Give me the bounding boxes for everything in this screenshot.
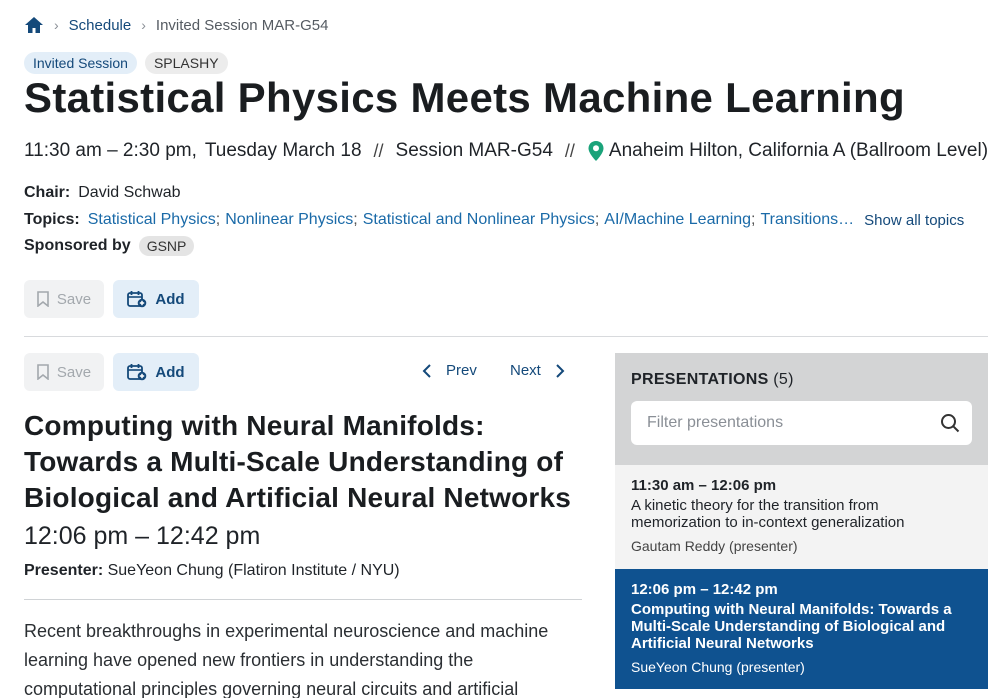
- presenter-name: SueYeon Chung (Flatiron Institute / NYU): [107, 562, 400, 579]
- session-meta: [24, 140, 988, 162]
- separator: //: [564, 140, 575, 161]
- presentation-title: Computing with Neural Manifolds: Towards a Multi-Scale Understanding of Biological and Artificial Neural Networks: [24, 410, 572, 513]
- item-presenter: Gautam Reddy (presenter): [631, 538, 798, 554]
- chevron-right-icon: [555, 363, 565, 379]
- calendar-add-icon: [127, 363, 147, 381]
- separator: //: [373, 140, 384, 161]
- session-type-badge: Invited Session: [24, 52, 137, 74]
- item-time: 12:06 pm – 12:42 pm: [631, 581, 778, 598]
- topic-link[interactable]: Transitions…: [760, 211, 855, 228]
- next-button[interactable]: [510, 362, 565, 379]
- breadcrumb-schedule-link[interactable]: Schedule: [68, 16, 132, 34]
- chair-row: [24, 184, 181, 202]
- calendar-add-icon: [127, 290, 147, 308]
- chevron-left-icon: [422, 363, 432, 379]
- item-presenter: SueYeon Chung (presenter): [631, 659, 805, 675]
- item-title: A kinetic theory for the transition from memorization to in-context generalization: [631, 497, 905, 531]
- add-label: Add: [155, 363, 185, 381]
- chevron-right-icon: ›: [54, 17, 59, 33]
- session-day: Tuesday March 18: [204, 140, 362, 161]
- topic-link[interactable]: Statistical and Nonlinear Physics: [362, 211, 595, 228]
- sponsored-by-label: Sponsored by: [24, 237, 131, 254]
- prev-button[interactable]: [422, 362, 477, 379]
- chair-label: Chair:: [24, 184, 71, 201]
- topic-link[interactable]: AI/Machine Learning: [604, 211, 752, 228]
- presentations-panel: [615, 353, 988, 698]
- filter-presentations-input[interactable]: [647, 414, 907, 432]
- session-location: Anaheim Hilton, California A (Ballroom Level): [608, 140, 989, 161]
- presentation-time: 12:06 pm – 12:42 pm: [24, 522, 261, 550]
- save-presentation-button[interactable]: [24, 353, 104, 391]
- save-session-button[interactable]: [24, 280, 104, 318]
- filter-box: [631, 401, 972, 445]
- presentations-heading: [631, 371, 972, 389]
- breadcrumb-current: Invited Session MAR-G54: [155, 16, 329, 34]
- presenter-row: [24, 562, 400, 580]
- location-pin-icon: [587, 140, 605, 162]
- chair-name: David Schwab: [78, 184, 181, 201]
- topics-row: Topics: Statistical Physics ; Nonlinear Physics ; Statistical and Nonlinear Physics ; AI/Machine Learning ; Transitions… Show all topics: [24, 211, 965, 229]
- add-presentation-button[interactable]: [113, 353, 199, 391]
- topic-link[interactable]: Statistical Physics: [87, 211, 216, 228]
- session-badges: [24, 52, 228, 74]
- presentation-list-item[interactable]: [615, 465, 988, 569]
- presentation-divider: [24, 599, 582, 600]
- show-all-topics-link[interactable]: Show all topics: [864, 211, 965, 229]
- bookmark-icon: [37, 291, 49, 307]
- item-time: 11:30 am – 12:06 pm: [631, 477, 777, 494]
- add-label: Add: [155, 290, 185, 308]
- next-label: Next: [510, 362, 541, 379]
- item-title: Computing with Neural Manifolds: Towards a Multi-Scale Understanding of Biological and Artificial Neural Networks: [631, 601, 952, 652]
- add-session-button[interactable]: [113, 280, 199, 318]
- section-divider: [24, 336, 988, 337]
- session-time: 11:30 am – 2:30 pm,: [24, 140, 197, 161]
- chevron-right-icon: ›: [141, 17, 146, 33]
- page-title: Statistical Physics Meets Machine Learning: [24, 74, 905, 121]
- sponsor-badge[interactable]: GSNP: [139, 236, 195, 256]
- presentation-list-item-active[interactable]: [615, 569, 988, 689]
- topic-link[interactable]: Nonlinear Physics: [225, 211, 354, 228]
- breadcrumb: [24, 14, 328, 36]
- save-label: Save: [56, 363, 92, 381]
- topics-label: Topics:: [24, 211, 80, 228]
- session-code: Session MAR-G54: [395, 140, 553, 161]
- presentations-count: (5): [773, 371, 794, 388]
- home-icon[interactable]: [24, 15, 44, 35]
- save-label: Save: [56, 290, 92, 308]
- prev-label: Prev: [446, 362, 477, 379]
- presentation-abstract: Recent breakthroughs in experimental neuroscience and machine learning have opened new frontiers in understanding the computational principles governing neural circuits and artificial: [24, 621, 549, 698]
- splashy-badge: SPLASHY: [145, 52, 228, 74]
- presenter-label: Presenter:: [24, 562, 104, 579]
- bookmark-icon: [37, 364, 49, 380]
- presentations-heading-text: PRESENTATIONS: [631, 371, 769, 388]
- sponsor-row: [24, 236, 194, 256]
- presentations-panel-header: [615, 353, 988, 465]
- search-icon[interactable]: [940, 413, 960, 433]
